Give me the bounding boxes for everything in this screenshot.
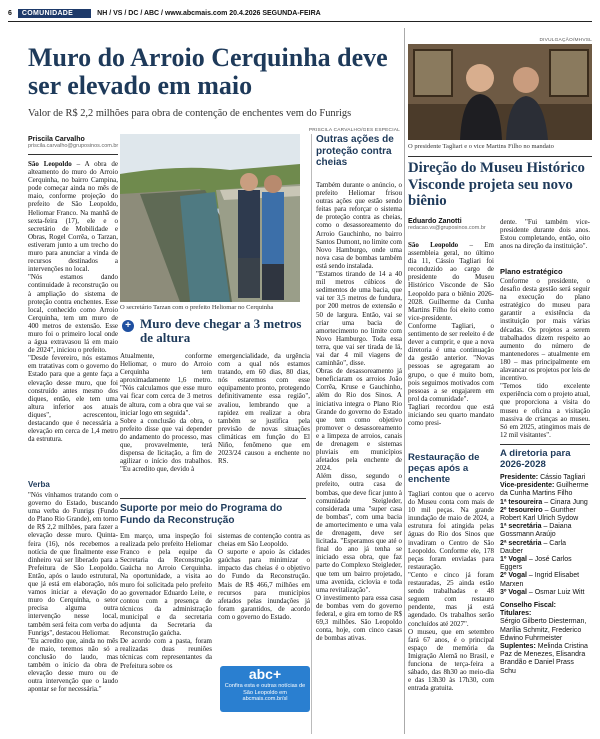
museum-col3-text: dente. "Fui também vice-presidente durante dois anos. Estou completando, então, oito anos na direção da instituição". (500, 218, 590, 251)
header-meta: NH / VS / DC / ABC / www.abcmais.com 20.4.2026 SEGUNDA-FEIRA (97, 10, 321, 17)
conselho-title: Conselho Fiscal: (500, 602, 557, 610)
verba-title: Verba (28, 480, 50, 489)
diretoria-item: Presidente: Cássio Tagliari (500, 474, 586, 481)
diretoria-divider (500, 444, 590, 445)
section-label: COMUNIDADE (18, 9, 91, 18)
diretoria-item: 1ª secretária – Daiana Gossmann Araújo (500, 523, 572, 539)
museum-photo-caption: O presidente Tagliari e o vice Martins Filho no mandato (408, 143, 554, 150)
museum-byline (408, 218, 508, 231)
restauracao-text: Tagliari contou que o acervo do Museu conta com mais de 10 mil peças. Na grande inundação de maio de 2024, a estrutura foi atingida pelas águas do Rio dos Sinos que invadiram o Centro de São Leopoldo. Conforme ele, 178 peças foram enviadas para restauração. "Cento e cinco já foram restauradas, 25 ainda estão sendo trabalhadas e 48 seguem com restauro pendente, mas já está agendado. Os trabalhos serão concluídos até 2027". O museu, que em setembro fará 67 anos, é o principal espaço de memória da Imigração Alemã no Brasil, e funciona de terça-feira a sábado, das 8h30 ao meio-dia e das 13h30 às 17h30, com entrada gratuita. (408, 490, 494, 693)
restauracao-title: Restauração de peças após a enchente (408, 452, 480, 485)
article-separator (404, 28, 405, 734)
diretoria-item: 2º tesoureiro – Gunther Robert Karl Ulrich Sydow (500, 506, 579, 523)
museum-photo-credit: DIVULGAÇÃO/MHVSL (539, 38, 592, 43)
column-divider (311, 134, 312, 734)
plano-text: Conforme o presidente, o desafio desta gestão será seguir na execução do plano estratégico do museu para garantir a existência da instituição por mais várias décadas. Os projetos a serem trabalhados dizem respeito ao aumento do número de mantenedores – atualmente em 180 – mas principalmente em alavancar os projetos por leis de incentivo. "Temos tido excelente experiência com o projeto atual, que proporciona a visita do museu e oficina a visitação massiva de crianças ao museu. Só em 2025, atingimos mais de 12 mil visitantes". (500, 277, 590, 439)
diretoria-title: A diretoria para 2026-2028 (500, 448, 571, 470)
byline-divider (28, 154, 118, 155)
suporte-col1: Em março, uma inspeção foi realizada pelo prefeito Heliomar Franco e pela equipe da Secretaria da Reconstrução Gaúcha no Arroio Cerquinha. Na oportunidade, a visita ao muro foi solicitada pelo prefeito ao governador Eduardo Leite, e contou com a presença de técnicos da administração municipal e da secretaria adjunta da Secretaria da Reconstrução gaúcha. De acordo com a pasta, foram realizadas duas reuniões técnicas com representantes da Prefeitura sobre os (120, 532, 212, 670)
main-photo-caption: O secretário Tarzan com o prefeito Heliomar no Cerquinha (120, 304, 274, 311)
box-col2: emergencialidade, da urgência com a qual nós estamos tratando, em 60 dias, 80 dias, nós estaremos com esse equipamento pronto, protegendo definitivamente essa região", avaliou, lembrando que a rapidez em realizar a obra também se justifica pela previsão de novas situações climáticas em função do El Niño, fenômeno que em 2023/24 causou a enchente no RS. (218, 352, 310, 466)
museum-headline: Direção do Museu Histórico Visconde projeta seu novo biênio (408, 160, 585, 209)
main-headline: Muro do Arroio Cerquinha deve ser elevado em maio (28, 43, 388, 100)
author-name: Priscila Carvalho (28, 136, 85, 143)
suporte-divider (120, 498, 306, 499)
titulares-names: Sérgio Gilberto Diesterman, Marília Schmitz, Frederico Edwino Fuhrmeister (500, 618, 587, 642)
diretoria-item: 1º Vogal – José Carlos Eggers (500, 556, 572, 572)
verba-text: "Nós vínhamos tratando com o governo do Estado, buscando uma verba do Funrigs (Fundo do Plano Rio Grande), em torno de R$ 2,2 milhões, para fazer a elevação desse muro. Quinta-feira (16), nós recebemos a notícia de que finalmente esse dinheiro vai ser liberado para a Prefeitura de São Leopoldo. Então, após o laudo estrutural, que já está em elaboração, nós vamos iniciar a elevação do muro do Cerquinha, o setor precisa alguma outra intervenção nesse local, também será feita com verba do Funrigs", destacou Heliomar. "Eu acredito que, ainda no mês de maio, teremos não só a conclusão do laudo, mas também o início da obra de elevação desse muro ou de outra intervenção que o laudo apontar se for necessária." (28, 491, 118, 694)
main-byline (28, 136, 118, 149)
side-title: Outras ações de proteção contra cheias (316, 134, 394, 168)
page-header (8, 6, 592, 22)
museum-headline-divider (408, 156, 592, 157)
side-text: Também durante o anúncio, o prefeito Heliomar frisou outras ações que estão sendo feitas para reforçar o sistema de proteção contra as cheias, como o desassoreamento do Arroio Gauchinho, no bairro Santos Dumont, no limite com Novo Hamburgo, onde uma nova casa de bombas também está sendo instalada. "Estamos tirando de 14 a 40 mil metros cúbicos de sedimentos de uma bacia, que vai ter 3,5 metros de fundura, por 200 metros de extensão e 50 de largura. Então, vai se criar uma bacia de amortecimento no limite com Novo Hamburgo. Toda essa terra, que vai ser tirada de lá, vai dar 4 mil viagens de caminhão", disse. Obras de desassoreamento já beneficiaram os arroios João Corrêa, Kruse e Gauchinho, além do Rio dos Sinos. A iniciativa integra o Plano Rio Grande do governo do Estado que tem como objetivo promover o desassoreamento e a limpeza de arroios, canais de drenagem e sistemas pluviais em municípios afetados pela enchente de 2024. Além disso, segundo o prefeito, outra casa de bombas, que deve ficar junto à comunidade Steigleder, considerada uma "super casa de bombas", com uma bacia de amortecimento e uma vala de drenagem, deve ser licitada. "Esperamos que até o final do ano já tenha se iniciado essa obra, que faz parte do Complexo Steigleder, que tem um bairro projetado, uma avenida, ciclovia e toda uma revitalização". O investimento para essa casa de bombas vem do governo federal, e gira em torno de R$ 69,3 milhões. São Leopoldo conta, hoje, com cinco casas de bombas ativas. (316, 181, 402, 643)
plus-icon: + (122, 320, 134, 332)
titulares-label: Titulares: (500, 610, 532, 618)
diretoria-item: Vice-presidente: Guilherme da Cunha Martins Filho (500, 482, 589, 498)
abc-logo: abc+ (248, 666, 282, 682)
abc-promo-box[interactable] (220, 666, 310, 712)
main-photo-credit: PRISCILA CARVALHO/GES ESPECIAL (308, 128, 400, 133)
diretoria-list (500, 474, 590, 676)
plano-title: Plano estratégico (500, 267, 563, 276)
author-email: priscila.carvalho@gruposinos.com.br (28, 143, 119, 149)
suporte-title: Suporte por meio do Programa do Fundo da Reconstrução (120, 503, 283, 526)
page-number: 6 (8, 10, 12, 17)
main-photo (120, 134, 300, 302)
museum-photo (408, 44, 592, 140)
diretoria-item: 2ª secretária – Carla Dauber (500, 539, 567, 555)
main-col1-text: São Leopoldo – A obra de alteamento do muro do Arroio Cerquinha, no bairro Campina, pode começar ainda no mês de maio, conforme projeção do prefeito de São Leopoldo, Heliomar Franco. Na manhã de sexta-feira (17), ele e o secretário de Mobilidade e Obras, Rogel Corrêa, o Tarzan, estiveram junto a um trecho do muro para anunciar a vinda de recursos destinados a intervenções no local. "Nós estamos dando continuidade à reconstrução ou à ampliação do sistema de proteção contra enchentes. Esse local, conhecido como Arroio Cerquinha, tem um muro de 400 metros de extensão. Esse muro foi o primeiro local onde a água extravasou lá em maio de 2024", iniciou o prefeito. "Desde fevereiro, nós estamos em tratativas com o governo do Estado para que a gente faça a elevação desse muro, que foi construído antes mesmo dos diques, então, ele tem uma altura inferior aos atuais diques", acrescentou, destacando que é necessária a elevação em cerca de 1,4 metro da estrutura. (28, 160, 119, 444)
box-title: Muro deve chegar a 3 metros de altura (140, 316, 302, 345)
directors-photo (408, 44, 592, 140)
main-subheadline: Valor de R$ 2,2 milhões para obra de contenção de enchentes vem do Funrigs (28, 108, 352, 119)
diretoria-item: 2º Vogal – Ingrid Elisabet Marxen (500, 572, 580, 588)
museum-dateline: São Leopoldo (408, 241, 459, 249)
diretoria-item: 1ª tesoureira – Cinara Jung (500, 498, 588, 506)
box-col1: Atualmente, conforme Heliomar, o muro do Arroio Cerquinha tem aproximadamente 1,6 metro. "Nós calculamos que esse muro vai ficar com cerca de 3 metros de altura, com a obra que vai se iniciar logo em seguida". Sobre a conclusão da obra, o prefeito disse que vai depender do andamento do processo, mas que, provavelmente, terá dispensa de licitação, a fim de agilizar o início dos trabalhos. "Eu acredito que, devido à (120, 352, 212, 474)
museum-author-email: redacao.vs@gruposinos.com.br (408, 225, 486, 231)
canal-wall-photo (120, 134, 300, 302)
dateline: São Leopoldo (28, 160, 72, 168)
diretoria-item: 3º Vogal – Osmar Luiz Witt (500, 588, 585, 596)
museum-author-name: Eduardo Zanotti (408, 218, 462, 225)
museum-col1-text: São Leopoldo – Em assembleia geral, no último dia 11, Cássio Tagliari foi reconduzido ao cargo de presidente do Museu Histórico Visconde de São Leopoldo para o biênio 2026-2028. Guilherme da Cunha Martins Filho foi eleito como vice-presidente. Conforme Tagliari, o sentimento de ser reeleito é de dever a cumprir, e que a nova diretoria é uma continuação da gestão anterior. "Novas pessoas se agregaram ao grupo, o que é muito bom, pois seguimos motivados com pessoas a se engajarem em prol da comunidade". Tagliari recordou que está iniciando seu quarto mandato como presi- (408, 241, 494, 428)
suporte-col2: sistemas de contenção contra as cheias em São Leopoldo. O suporte e apoio às cidades gaúchas para minimizar o impacto das cheias é o objetivo do Fundo da Reconstrução. Mais de R$ 466,7 milhões em recursos para municípios afetados pelas inundações já foram garantidos, de acordo com o governo do Estado. (218, 532, 310, 621)
suplentes: Suplentes: Melinda Cristina Paz de Menezes, Elisandra Brandão e Daniel Prass Schu (500, 643, 588, 675)
abc-promo-text: Confira esta e outras notícias de São Leopoldo em abcmais.com.br/sl (224, 683, 306, 703)
